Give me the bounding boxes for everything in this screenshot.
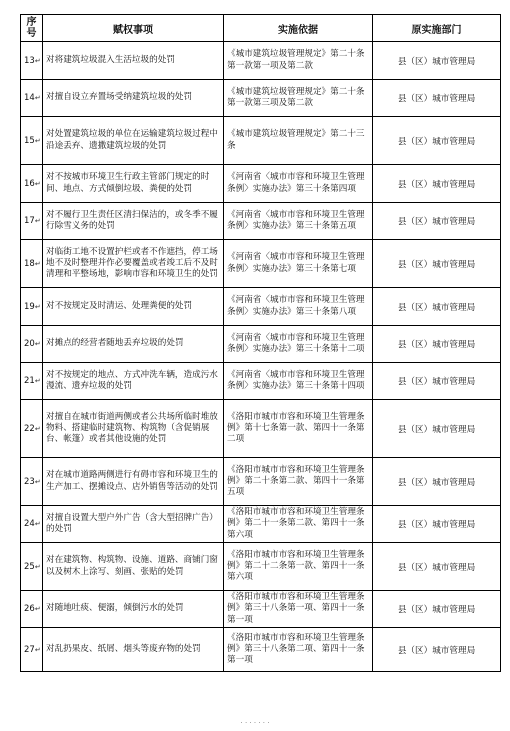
row-legal-basis-text: 《城市建筑垃圾管理规定》第二十三条 — [227, 129, 365, 151]
row-original-department-text: 县（区）城市管理局 — [397, 136, 476, 147]
row-legal-basis — [224, 400, 373, 458]
row-number-text: 14 — [24, 93, 35, 103]
paragraph-mark: ↵ — [34, 424, 41, 433]
row-authorized-matter-text: 对不履行卫生责任区清扫保洁的，或冬季不履行除雪义务的处罚 — [46, 209, 218, 231]
row-original-department — [373, 288, 501, 326]
row-authorized-matter — [43, 288, 224, 326]
row-authorized-matter-text: 对临街工地不设置护栏或者不作遮挡，停工场地不及时整理并作必要覆盖或者竣工后不及时清理和平整场地，影响市容和环境卫生的处罚 — [46, 246, 218, 280]
row-legal-basis-text: 《洛阳市城市市容和环境卫生管理条例》第二十一条第二款、第四十一条第六项 — [227, 507, 365, 540]
row-legal-basis — [224, 363, 373, 400]
row-number-text: 13 — [24, 55, 35, 66]
row-original-department-text: 县（区）城市管理局 — [397, 605, 476, 615]
paragraph-mark: ↵ — [34, 377, 41, 385]
row-original-department — [373, 240, 501, 288]
row-authorized-matter — [43, 506, 224, 543]
paragraph-mark: ↵ — [34, 56, 41, 65]
row-legal-basis-text: 《河南省〈城市市容和环境卫生管理条例〉实施办法》第三十条第四项 — [227, 172, 365, 194]
row-legal-basis — [224, 117, 373, 165]
row-authorized-matter — [43, 628, 224, 672]
row-legal-basis — [224, 240, 373, 288]
table-row — [21, 326, 501, 363]
row-number — [21, 326, 43, 363]
row-number — [21, 400, 43, 458]
header-original-department: 原实施部门 — [373, 15, 501, 42]
paragraph-mark: ↵ — [34, 302, 41, 311]
row-authorized-matter-text: 对擅自设立弃置场受纳建筑垃圾的处罚 — [46, 92, 193, 103]
row-original-department — [373, 203, 501, 240]
paragraph-mark: ↵ — [34, 179, 41, 188]
row-number — [21, 543, 43, 591]
row-authorized-matter-text: 对不按城市环境卫生行政主管部门规定的时间、地点、方式倾倒垃圾、粪便的处罚 — [46, 172, 210, 194]
row-authorized-matter — [43, 165, 224, 203]
paragraph-mark: ↵ — [34, 136, 41, 145]
page-footer: · · · · · · · — [240, 719, 270, 727]
row-original-department-text: 县（区）城市管理局 — [397, 377, 476, 387]
table-row — [21, 543, 501, 591]
row-legal-basis — [224, 628, 373, 672]
row-authorized-matter-text: 对不按规定及时清运、处理粪便的处罚 — [46, 300, 193, 311]
table-row — [21, 117, 501, 165]
row-original-department-text: 县（区）城市管理局 — [397, 94, 476, 104]
row-legal-basis — [224, 288, 373, 326]
row-original-department — [373, 42, 501, 80]
row-number-text: 22 — [24, 423, 35, 434]
row-number — [21, 458, 43, 506]
header-authorized-matter: 赋权事项 — [43, 15, 224, 42]
paragraph-mark: ↵ — [34, 562, 41, 571]
row-authorized-matter — [43, 240, 224, 288]
paragraph-mark: ↵ — [34, 477, 41, 486]
row-number — [21, 363, 43, 400]
table-row — [21, 363, 501, 400]
row-legal-basis-text: 《洛阳市城市市容和环境卫生管理条例》第二十条第二款、第四十一条第五项 — [227, 464, 365, 498]
row-legal-basis-text: 《河南省〈城市市容和环境卫生管理条例〉实施办法》第三十条第十四项 — [227, 369, 365, 391]
row-legal-basis-text: 《河南省〈城市市容和环境卫生管理条例〉实施办法》第三十条第十二项 — [227, 332, 365, 354]
row-original-department-text: 县（区）城市管理局 — [397, 302, 476, 313]
row-legal-basis — [224, 80, 373, 117]
row-original-department — [373, 80, 501, 117]
table-row — [21, 400, 501, 458]
table-header-row — [21, 15, 501, 42]
row-authorized-matter-text: 对摊点的经营者随地丢弃垃圾的处罚 — [46, 338, 184, 349]
row-number — [21, 506, 43, 543]
row-number-text: 23 — [24, 476, 35, 487]
paragraph-mark: ↵ — [34, 520, 41, 528]
row-original-department — [373, 400, 501, 458]
row-number — [21, 628, 43, 672]
table-row — [21, 240, 501, 288]
row-authorized-matter — [43, 326, 224, 363]
row-legal-basis — [224, 203, 373, 240]
table-row — [21, 628, 501, 672]
row-legal-basis — [224, 506, 373, 543]
row-number — [21, 80, 43, 117]
table-row — [21, 42, 501, 80]
row-number-text: 19 — [24, 301, 35, 312]
row-legal-basis-text: 《洛阳市城市市容和环境卫生管理条例》第十七条第一款、第四十一条第二项 — [227, 411, 365, 445]
row-authorized-matter-text: 对随地吐痰、便溺，倾倒污水的处罚 — [46, 603, 184, 614]
row-number-text: 25 — [24, 561, 35, 572]
authorization-table — [20, 14, 501, 672]
row-authorized-matter — [43, 400, 224, 458]
row-original-department — [373, 117, 501, 165]
paragraph-mark: ↵ — [34, 340, 41, 348]
table-row — [21, 203, 501, 240]
row-number — [21, 165, 43, 203]
row-number — [21, 288, 43, 326]
row-legal-basis-text: 《洛阳市城市市容和环境卫生管理条例》第三十八条第一项、第四十一条第一项 — [227, 592, 365, 625]
row-original-department — [373, 591, 501, 628]
paragraph-mark: ↵ — [34, 259, 41, 268]
row-authorized-matter-text: 对在建筑物、构筑物、设施、道路、商铺门窗以及树木上涂写、刻画、张贴的处罚 — [46, 555, 218, 577]
paragraph-mark: ↵ — [34, 605, 41, 613]
row-number — [21, 240, 43, 288]
row-original-department-text: 县（区）城市管理局 — [397, 424, 476, 435]
row-number-text: 27 — [24, 644, 35, 655]
row-legal-basis-text: 《城市建筑垃圾管理规定》第二十条第一款第一项及第二款 — [227, 49, 365, 71]
row-authorized-matter-text: 对擅自设置大型户外广告（含大型招牌广告）的处罚 — [46, 512, 218, 534]
row-authorized-matter-text: 对擅自在城市街道两侧或者公共场所临时堆放物料、搭建临时建筑物、构筑物（含促销展台、帐篷）或者其他设施的处罚 — [46, 411, 218, 445]
row-legal-basis — [224, 326, 373, 363]
row-legal-basis-text: 《河南省〈城市市容和环境卫生管理条例〉实施办法》第三十条第七项 — [227, 252, 365, 274]
row-original-department — [373, 165, 501, 203]
row-original-department-text: 县（区）城市管理局 — [397, 477, 476, 488]
row-legal-basis-text: 《河南省〈城市市容和环境卫生管理条例〉实施办法》第三十条第五项 — [227, 209, 365, 231]
paragraph-mark: ↵ — [34, 645, 41, 654]
row-authorized-matter-text: 对在城市道路两侧进行有碍市容和环境卫生的生产加工、摆摊设点、店外销售等活动的处罚 — [46, 470, 218, 492]
row-authorized-matter — [43, 458, 224, 506]
row-legal-basis-text: 《城市建筑垃圾管理规定》第二十条第一款第三项及第二款 — [227, 86, 365, 108]
row-legal-basis — [224, 165, 373, 203]
row-legal-basis — [224, 543, 373, 591]
row-authorized-matter-text: 对乱扔果皮、纸屑、烟头等废弃物的处罚 — [46, 643, 201, 654]
row-original-department-text: 县（区）城市管理局 — [397, 217, 476, 227]
table-row — [21, 591, 501, 628]
row-authorized-matter — [43, 117, 224, 165]
row-number — [21, 203, 43, 240]
table-row — [21, 80, 501, 117]
table-row — [21, 165, 501, 203]
row-authorized-matter — [43, 203, 224, 240]
row-number — [21, 42, 43, 80]
row-number — [21, 591, 43, 628]
paragraph-mark: ↵ — [34, 217, 41, 225]
row-original-department-text: 县（区）城市管理局 — [397, 562, 476, 573]
row-original-department-text: 县（区）城市管理局 — [397, 645, 476, 656]
table-row — [21, 458, 501, 506]
row-legal-basis — [224, 458, 373, 506]
row-original-department-text: 县（区）城市管理局 — [397, 56, 476, 67]
row-original-department — [373, 628, 501, 672]
row-authorized-matter — [43, 543, 224, 591]
row-original-department — [373, 458, 501, 506]
row-original-department-text: 县（区）城市管理局 — [397, 259, 476, 270]
row-number-text: 15 — [24, 135, 35, 146]
row-authorized-matter — [43, 42, 224, 80]
row-legal-basis-text: 《洛阳市城市市容和环境卫生管理条例》第三十八条第二项、第四十一条第一项 — [227, 632, 365, 666]
row-authorized-matter-text: 对不按规定的地点、方式冲洗车辆，造成污水漫流、遗弃垃圾的处罚 — [46, 369, 218, 391]
row-original-department — [373, 506, 501, 543]
row-number-text: 24 — [24, 519, 35, 529]
row-original-department-text: 县（区）城市管理局 — [397, 340, 476, 350]
table-row — [21, 506, 501, 543]
row-authorized-matter — [43, 591, 224, 628]
row-legal-basis-text: 《洛阳市城市市容和环境卫生管理条例》第二十二条第一款、第四十一条第六项 — [227, 549, 365, 583]
row-legal-basis — [224, 42, 373, 80]
row-number-text: 26 — [24, 604, 35, 614]
row-number-text: 20 — [24, 339, 35, 349]
row-number-text: 21 — [24, 376, 35, 386]
row-number-text: 17 — [24, 216, 35, 226]
row-original-department-text: 县（区）城市管理局 — [397, 179, 476, 190]
row-authorized-matter — [43, 363, 224, 400]
header-legal-basis: 实施依据 — [224, 15, 373, 42]
row-original-department-text: 县（区）城市管理局 — [397, 520, 476, 530]
row-number-text: 16 — [24, 178, 35, 189]
row-authorized-matter — [43, 80, 224, 117]
row-original-department — [373, 543, 501, 591]
row-legal-basis — [224, 591, 373, 628]
row-legal-basis-text: 《河南省〈城市市容和环境卫生管理条例〉实施办法》第三十条第八项 — [227, 295, 365, 317]
row-original-department — [373, 326, 501, 363]
row-number-text: 18 — [24, 258, 35, 269]
table-row — [21, 288, 501, 326]
row-authorized-matter-text: 对处置建筑垃圾的单位在运输建筑垃圾过程中沿途丢弃、遗撒建筑垃圾的处罚 — [46, 129, 218, 151]
row-authorized-matter-text: 对将建筑垃圾混入生活垃圾的处罚 — [46, 54, 175, 65]
header-serial-number: 序号 — [21, 15, 43, 42]
row-original-department — [373, 363, 501, 400]
row-number — [21, 117, 43, 165]
paragraph-mark: ↵ — [34, 94, 41, 102]
